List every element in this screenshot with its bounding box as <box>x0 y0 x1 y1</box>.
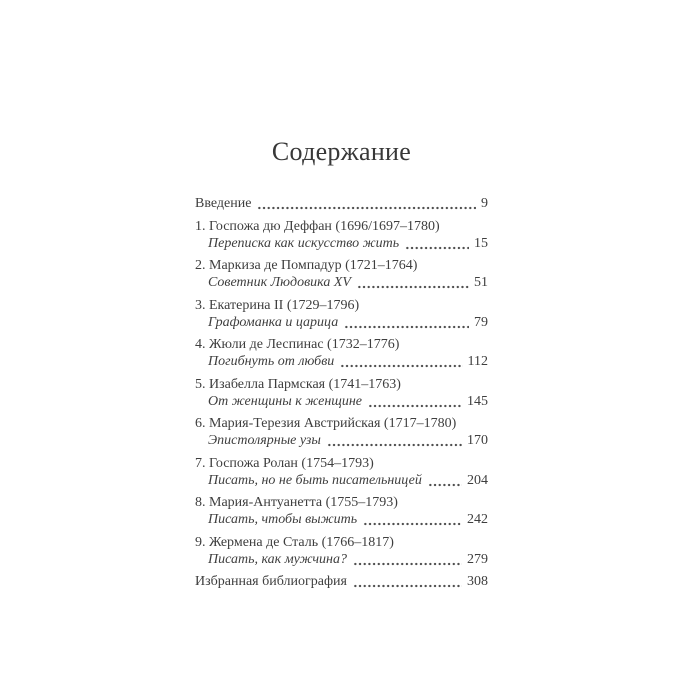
toc-entry-number: 9. <box>195 534 209 550</box>
toc-entry-page: 51 <box>474 275 488 290</box>
toc-entry-title-line <box>195 257 488 274</box>
toc-intro-page: 9 <box>481 196 488 211</box>
dot-leader <box>257 206 476 210</box>
toc-entry-number: 7. <box>195 455 209 471</box>
toc-entry-number: 4. <box>195 337 209 352</box>
toc-entry <box>195 336 488 370</box>
toc-entry-subtitle: Советник Людовика XV <box>208 275 351 290</box>
toc-entry-page: 204 <box>467 472 488 488</box>
dot-leader <box>340 364 462 368</box>
toc-entry-subtitle-line <box>195 353 488 370</box>
toc-entry-subtitle-line <box>195 472 488 489</box>
toc-intro-row <box>195 195 488 212</box>
toc-entry-page: 112 <box>467 354 488 369</box>
toc-entry-page: 79 <box>474 314 488 330</box>
dot-leader <box>327 443 462 447</box>
toc-entry-number: 6. <box>195 416 209 431</box>
toc-entry-subtitle-line <box>195 274 488 291</box>
toc-entry <box>195 297 488 331</box>
dot-leader <box>363 522 462 526</box>
toc-entry-page: 279 <box>467 551 488 567</box>
toc-entry-subtitle-line <box>195 235 488 252</box>
toc-entry-subtitle: Переписка как искусство жить <box>208 235 400 251</box>
toc-entry-subtitle: Графоманка и царица <box>208 314 339 330</box>
toc-entry-number: 5. <box>195 376 209 392</box>
toc-entry-subtitle-line <box>195 314 488 331</box>
toc-entry-title-line <box>195 415 488 432</box>
toc-entry-name: Жюли де Леспинас (1732–1776) <box>209 337 400 352</box>
toc-entry-name: Маркиза де Помпадур (1721–1764) <box>209 258 418 273</box>
table-of-contents <box>195 195 488 590</box>
toc-intro-label: Введение <box>195 196 252 211</box>
toc-entry-name: Госпожа Ролан (1754–1793) <box>209 455 374 471</box>
toc-bibliography-page: 308 <box>467 574 488 589</box>
toc-entry <box>195 455 488 489</box>
dot-leader <box>344 325 469 329</box>
toc-entry-subtitle: Писать, но не быть писательницей <box>208 472 422 488</box>
dot-leader <box>353 584 462 588</box>
toc-entry-title-line <box>195 455 488 472</box>
toc-entry <box>195 534 488 568</box>
toc-entry-subtitle: Эпистолярные узы <box>208 433 321 448</box>
dot-leader <box>353 562 462 566</box>
toc-entry-subtitle-line <box>195 432 488 449</box>
toc-entry-title-line <box>195 534 488 551</box>
page-title: Содержание <box>271 137 412 166</box>
toc-entry-number: 1. <box>195 218 209 234</box>
toc-entry <box>195 257 488 291</box>
toc-entry-subtitle-line <box>195 511 488 528</box>
toc-entry-name: Госпожа дю Деффан (1696/1697–1780) <box>209 218 440 234</box>
toc-entry-name: Изабелла Пармская (1741–1763) <box>209 376 401 392</box>
toc-entry-page: 242 <box>467 512 488 527</box>
toc-entry-subtitle-line <box>195 551 488 568</box>
toc-entry-page: 145 <box>467 393 488 409</box>
toc-entry-name: Мария-Терезия Австрийская (1717–1780) <box>209 416 457 431</box>
toc-entry-name: Жермена де Сталь (1766–1817) <box>209 534 394 550</box>
toc-entry <box>195 494 488 528</box>
toc-bibliography-label: Избранная библиография <box>195 574 347 589</box>
toc-entry-subtitle: Писать, как мужчина? <box>208 551 347 567</box>
toc-entry-subtitle: Погибнуть от любви <box>208 354 335 369</box>
toc-entry-page: 15 <box>474 235 488 251</box>
dot-leader <box>428 483 462 487</box>
toc-bibliography-row <box>195 573 488 590</box>
dot-leader <box>405 246 469 250</box>
toc-entry-name: Екатерина II (1729–1796) <box>209 297 360 313</box>
toc-entry-number: 3. <box>195 297 209 313</box>
toc-entry-title-line <box>195 494 488 511</box>
dot-leader <box>357 285 469 289</box>
toc-entry <box>195 415 488 449</box>
toc-entry <box>195 376 488 410</box>
toc-entry-name: Мария-Антуанетта (1755–1793) <box>209 495 398 510</box>
toc-entry-subtitle-line <box>195 393 488 410</box>
toc-entry-subtitle: Писать, чтобы выжить <box>208 512 358 527</box>
toc-entry-title-line <box>195 218 488 235</box>
toc-entry-list <box>195 218 488 568</box>
toc-entry-title-line <box>195 376 488 393</box>
toc-entry-title-line <box>195 297 488 314</box>
toc-entry-title-line <box>195 336 488 353</box>
toc-entry <box>195 218 488 252</box>
toc-entry-number: 2. <box>195 258 209 273</box>
toc-entry-subtitle: От женщины к женщине <box>208 393 362 409</box>
toc-entry-page: 170 <box>467 433 488 448</box>
toc-entry-number: 8. <box>195 495 209 510</box>
dot-leader <box>368 404 462 408</box>
